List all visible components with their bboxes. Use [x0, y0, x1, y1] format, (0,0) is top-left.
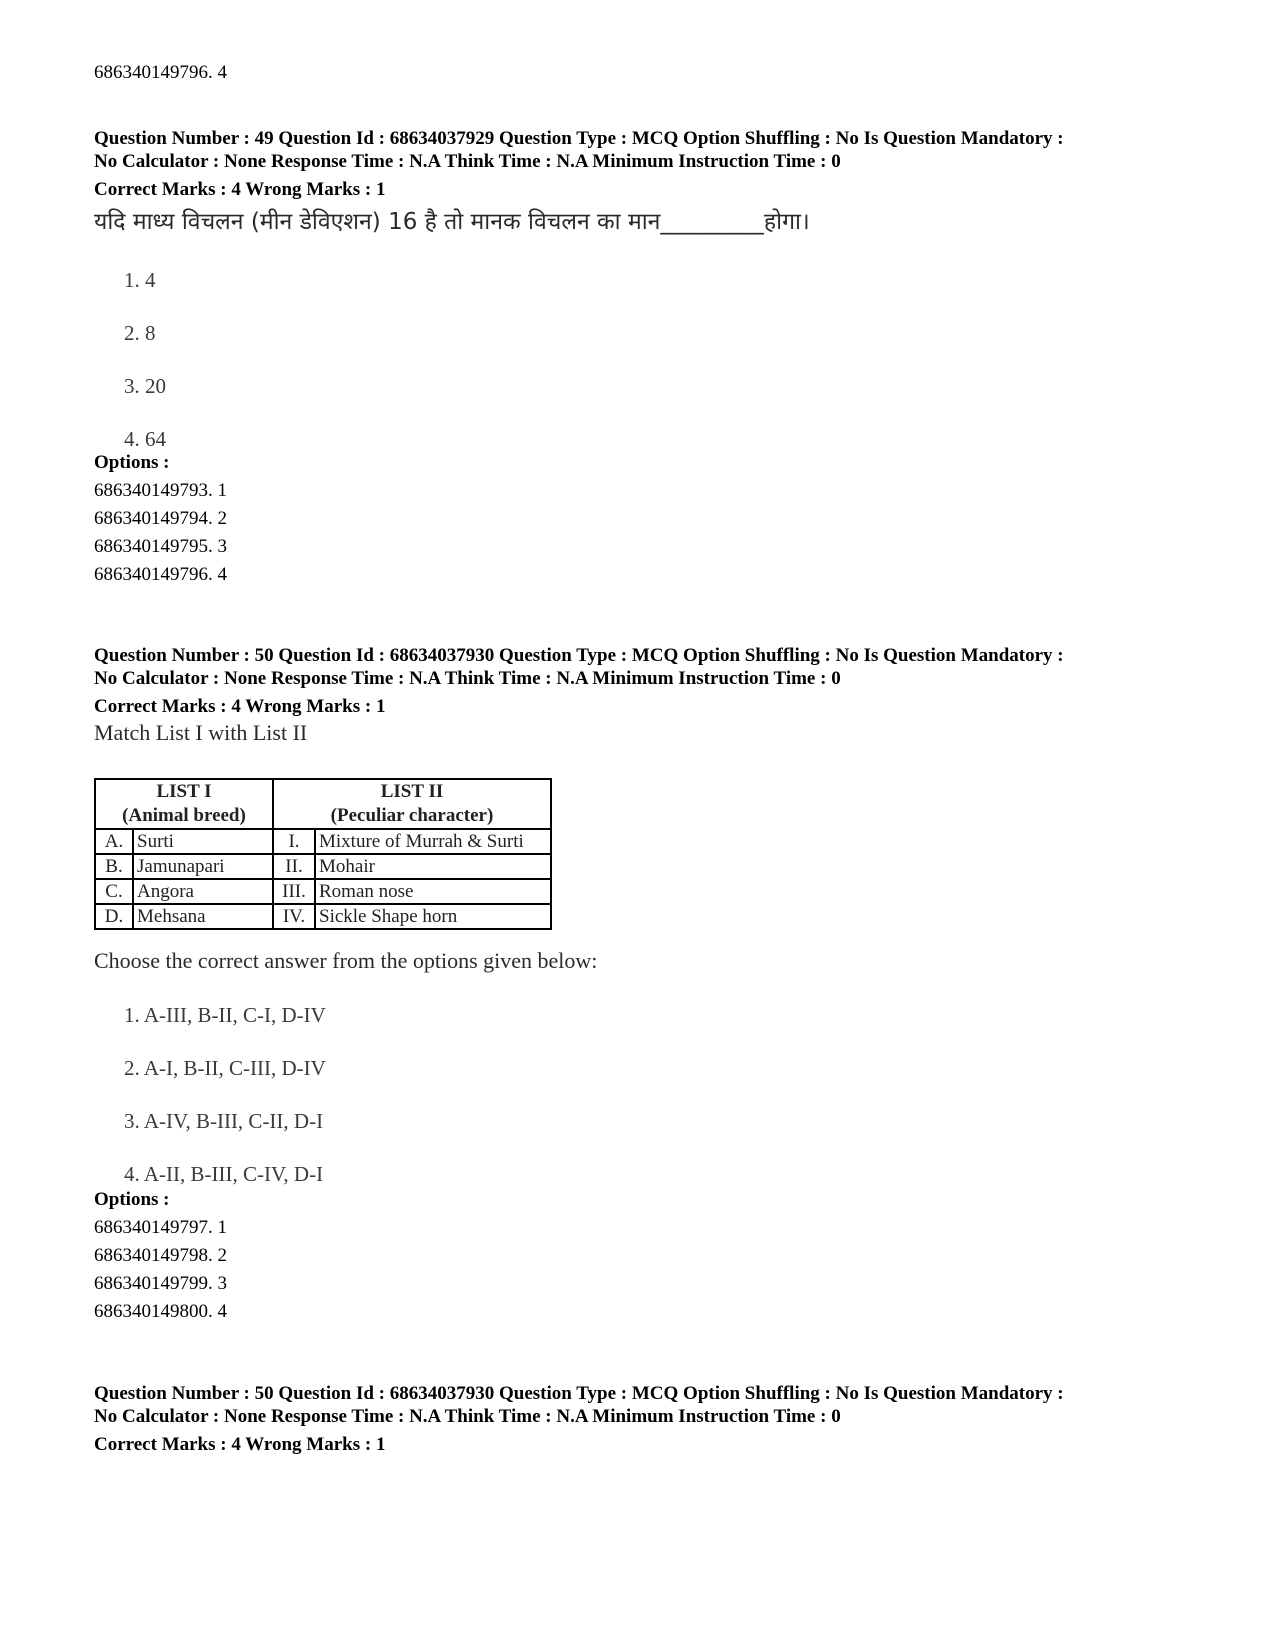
q49-header-line2: No Calculator : None Response Time : N.A Think Time : N.A Minimum Instruction Time : 0: [94, 151, 841, 172]
q50-choice-2: 2. A-I, B-II, C-III, D-IV: [124, 1056, 326, 1080]
table-row: [95, 879, 551, 904]
q49-options-label: Options :: [94, 452, 170, 473]
q50-option-id-1: 686340149797. 1: [94, 1217, 227, 1238]
q50-choice-1: 1. A-III, B-II, C-I, D-IV: [124, 1003, 326, 1027]
row-breed-d: Mehsana: [133, 904, 273, 929]
row-breed-a: Surti: [133, 829, 273, 854]
list1-header: [95, 779, 273, 829]
row-breed-b: Jamunapari: [133, 854, 273, 879]
row-character-ii: Mohair: [315, 854, 551, 879]
q49-header-line1: Question Number : 49 Question Id : 68634037929 Question Type : MCQ Option Shuffling : No Is Question Mandatory :: [94, 128, 1064, 149]
q50-instruction: Choose the correct answer from the options given below:: [94, 948, 598, 973]
q50-options-label: Options :: [94, 1189, 170, 1210]
q50-question-text: Match List I with List II: [94, 720, 308, 745]
row-character-iii: Roman nose: [315, 879, 551, 904]
q49-marks: Correct Marks : 4 Wrong Marks : 1: [94, 179, 386, 200]
list2-title: LIST II: [380, 781, 444, 802]
q49-choice-3: 3. 20: [124, 374, 166, 398]
q50-marks: Correct Marks : 4 Wrong Marks : 1: [94, 696, 386, 717]
row-label-a: A.: [95, 829, 133, 854]
list1-subtitle: (Animal breed): [122, 805, 246, 826]
q49-choice-4: 4. 64: [124, 427, 166, 451]
q49-option-id-1: 686340149793. 1: [94, 480, 227, 501]
q50b-header-line2: No Calculator : None Response Time : N.A Think Time : N.A Minimum Instruction Time : 0: [94, 1406, 841, 1427]
q50-header-line1: Question Number : 50 Question Id : 68634037930 Question Type : MCQ Option Shuffling : No Is Question Mandatory :: [94, 645, 1064, 666]
row-breed-c: Angora: [133, 879, 273, 904]
row-label-ii: II.: [273, 854, 315, 879]
q50b-header-line1: Question Number : 50 Question Id : 68634037930 Question Type : MCQ Option Shuffling : No Is Question Mandatory :: [94, 1383, 1064, 1404]
q49-question-text: यदि माध्य विचलन (मीन डेविएशन) 16 है तो मानक विचलन का मान_________होगा।: [94, 209, 810, 235]
row-label-b: B.: [95, 854, 133, 879]
q50-choice-3: 3. A-IV, B-III, C-II, D-I: [124, 1109, 324, 1133]
row-label-c: C.: [95, 879, 133, 904]
q49-option-id-2: 686340149794. 2: [94, 508, 227, 529]
table-row: [95, 854, 551, 879]
row-label-iii: III.: [273, 879, 315, 904]
prev-option-line: 686340149796. 4: [94, 62, 227, 83]
list2-subtitle: (Peculiar character): [330, 805, 494, 826]
list1-title: LIST I: [156, 781, 212, 802]
table-row: [95, 829, 551, 854]
list2-header: [273, 779, 551, 829]
row-label-i: I.: [273, 829, 315, 854]
row-character-i: Mixture of Murrah & Surti: [315, 829, 551, 854]
q49-choice-1: 1. 4: [124, 268, 156, 292]
q50-option-id-4: 686340149800. 4: [94, 1301, 227, 1322]
row-label-d: D.: [95, 904, 133, 929]
row-label-iv: IV.: [273, 904, 315, 929]
q49-option-id-3: 686340149795. 3: [94, 536, 227, 557]
q50-option-id-2: 686340149798. 2: [94, 1245, 227, 1266]
q50-choice-4: 4. A-II, B-III, C-IV, D-I: [124, 1162, 324, 1186]
q49-option-id-4: 686340149796. 4: [94, 564, 227, 585]
table-row: [95, 904, 551, 929]
row-character-iv: Sickle Shape horn: [315, 904, 551, 929]
q50-header-line2: No Calculator : None Response Time : N.A Think Time : N.A Minimum Instruction Time : 0: [94, 668, 841, 689]
q50b-marks: Correct Marks : 4 Wrong Marks : 1: [94, 1434, 386, 1455]
match-table-header: [95, 779, 551, 829]
q50-option-id-3: 686340149799. 3: [94, 1273, 227, 1294]
match-table: [94, 778, 552, 930]
q49-choice-2: 2. 8: [124, 321, 156, 345]
